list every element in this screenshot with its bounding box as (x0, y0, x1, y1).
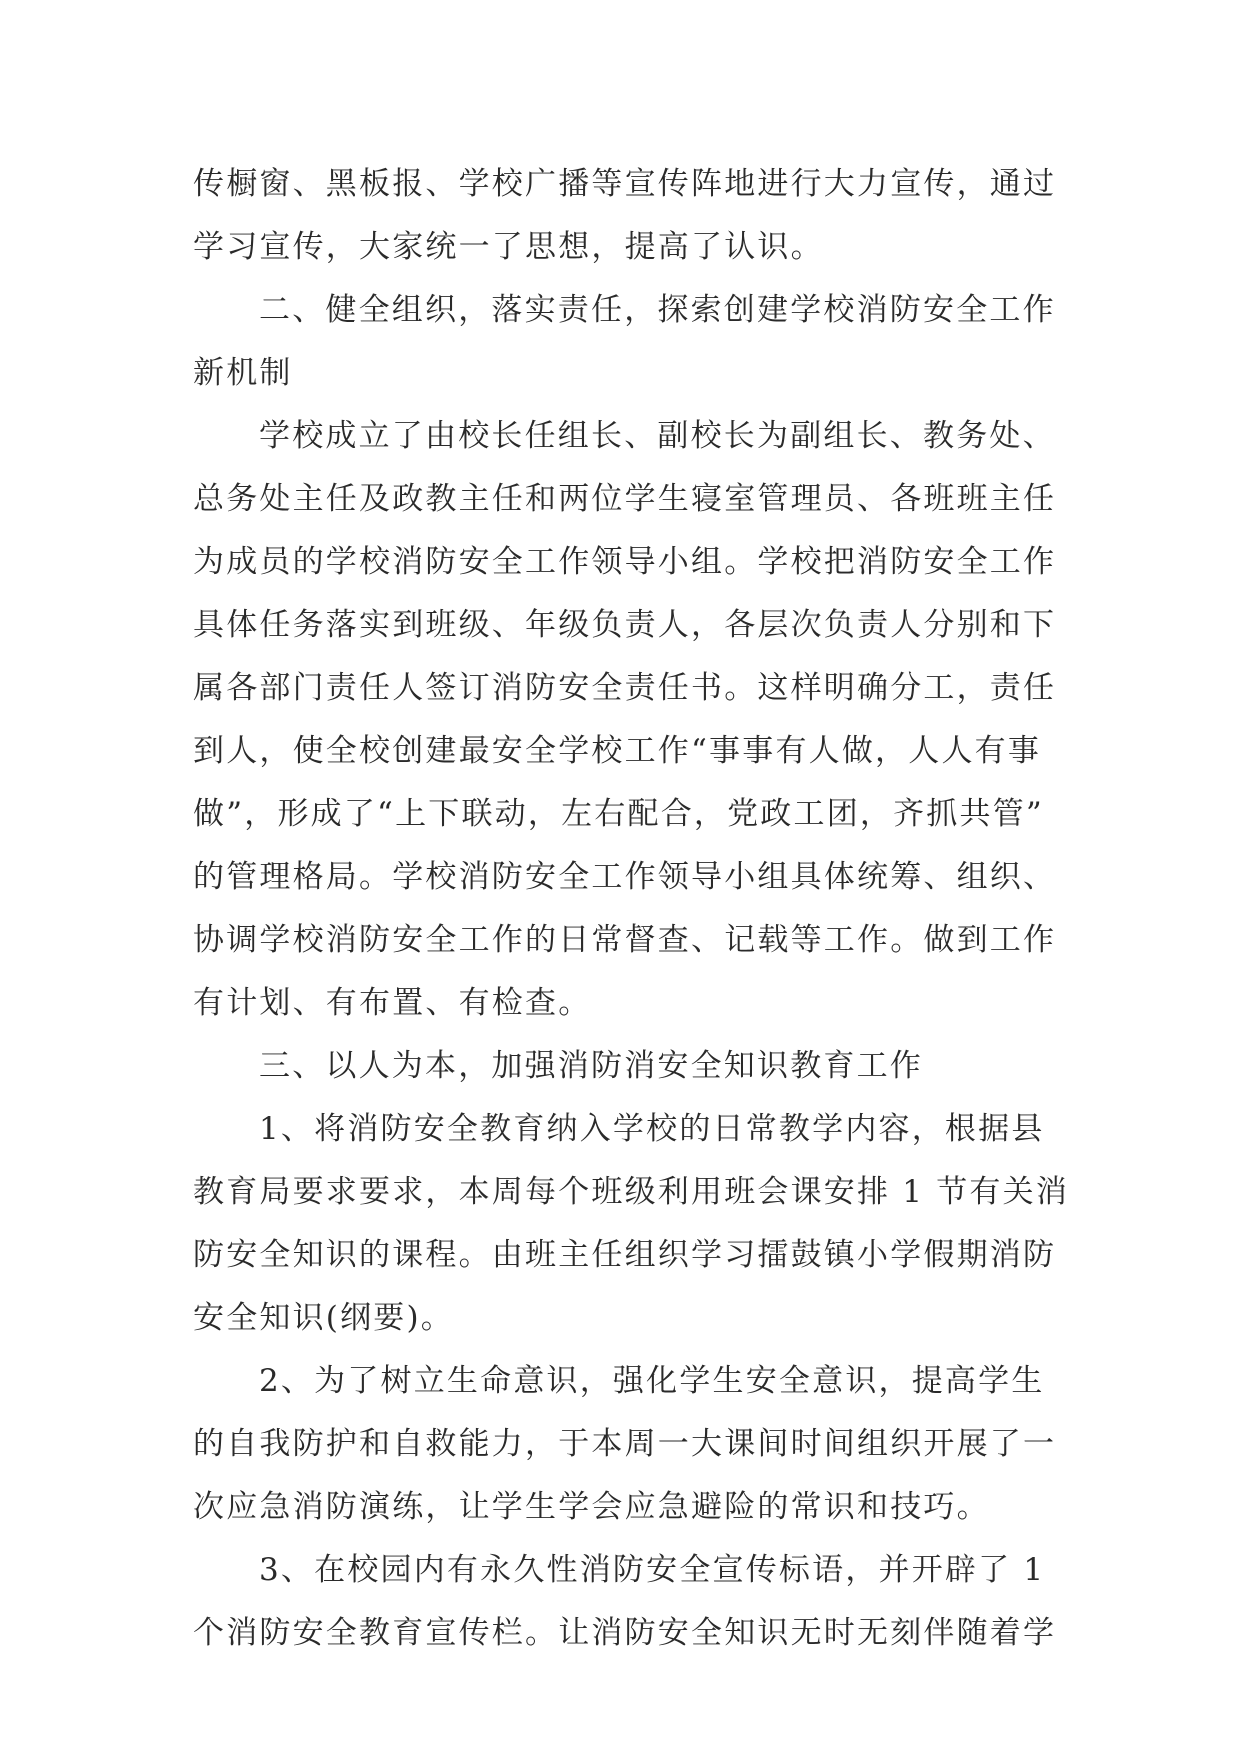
text-line: 3、在校园内有永久性消防安全宣传标语，并开辟了 1 (259, 1552, 1046, 1588)
section-heading-2 (193, 279, 1056, 405)
section-heading-3 (193, 1035, 1053, 1098)
text-line: 到人，使全校创建最安全学校工作“事事有人做，人人有事 (193, 733, 1042, 769)
heading-line: 三、以人为本，加强消防消安全知识教育工作 (259, 1048, 923, 1084)
text-line: 1、将消防安全教育纳入学校的日常教学内容，根据县 (259, 1111, 1045, 1147)
text-line: 的自我防护和自救能力，于本周一大课间时间组织开展了一 (193, 1426, 1057, 1462)
paragraph-item-3 (193, 1539, 1057, 1665)
text-line: 协调学校消防安全工作的日常督查、记载等工作。做到工作 (193, 922, 1057, 958)
paragraph-item-1 (193, 1098, 1070, 1350)
text-line: 属各部门责任人签订消防安全责任书。这样明确分工，责任 (193, 670, 1057, 706)
text-line: 传橱窗、黑板报、学校广播等宣传阵地进行大力宣传，通过 (193, 166, 1057, 202)
heading-line: 新机制 (193, 355, 293, 391)
text-line: 教育局要求要求，本周每个班级利用班会课安排 1 节有关消 (193, 1174, 1070, 1210)
text-line: 的管理格局。学校消防安全工作领导小组具体统筹、组织、 (193, 859, 1057, 895)
text-line: 学习宣传，大家统一了思想，提高了认识。 (193, 229, 824, 265)
paragraph-item-2 (193, 1350, 1057, 1539)
text-line: 次应急消防演练，让学生学会应急避险的常识和技巧。 (193, 1489, 990, 1525)
text-line: 为成员的学校消防安全工作领导小组。学校把消防安全工作 (193, 544, 1057, 580)
text-line: 2、为了树立生命意识，强化学生安全意识，提高学生 (259, 1363, 1045, 1399)
text-line: 总务处主任及政教主任和两位学生寝室管理员、各班班主任 (193, 481, 1057, 517)
text-line: 有计划、有布置、有检查。 (193, 985, 592, 1021)
paragraph-continuation (193, 153, 1057, 279)
document-body (193, 153, 1070, 1665)
paragraph-section-2-body (193, 405, 1057, 1035)
heading-line: 二、健全组织，落实责任，探索创建学校消防安全工作 (259, 292, 1056, 328)
text-line: 具体任务落实到班级、年级负责人，各层次负责人分别和下 (193, 607, 1057, 643)
text-line: 安全知识(纲要)。 (193, 1300, 454, 1336)
text-line: 防安全知识的课程。由班主任组织学习擂鼓镇小学假期消防 (193, 1237, 1057, 1273)
text-line: 个消防安全教育宣传栏。让消防安全知识无时无刻伴随着学 (193, 1615, 1057, 1651)
text-line: 学校成立了由校长任组长、副校长为副组长、教务处、 (259, 418, 1056, 454)
text-line: 做”，形成了“上下联动，左右配合，党政工团，齐抓共管” (193, 796, 1044, 832)
